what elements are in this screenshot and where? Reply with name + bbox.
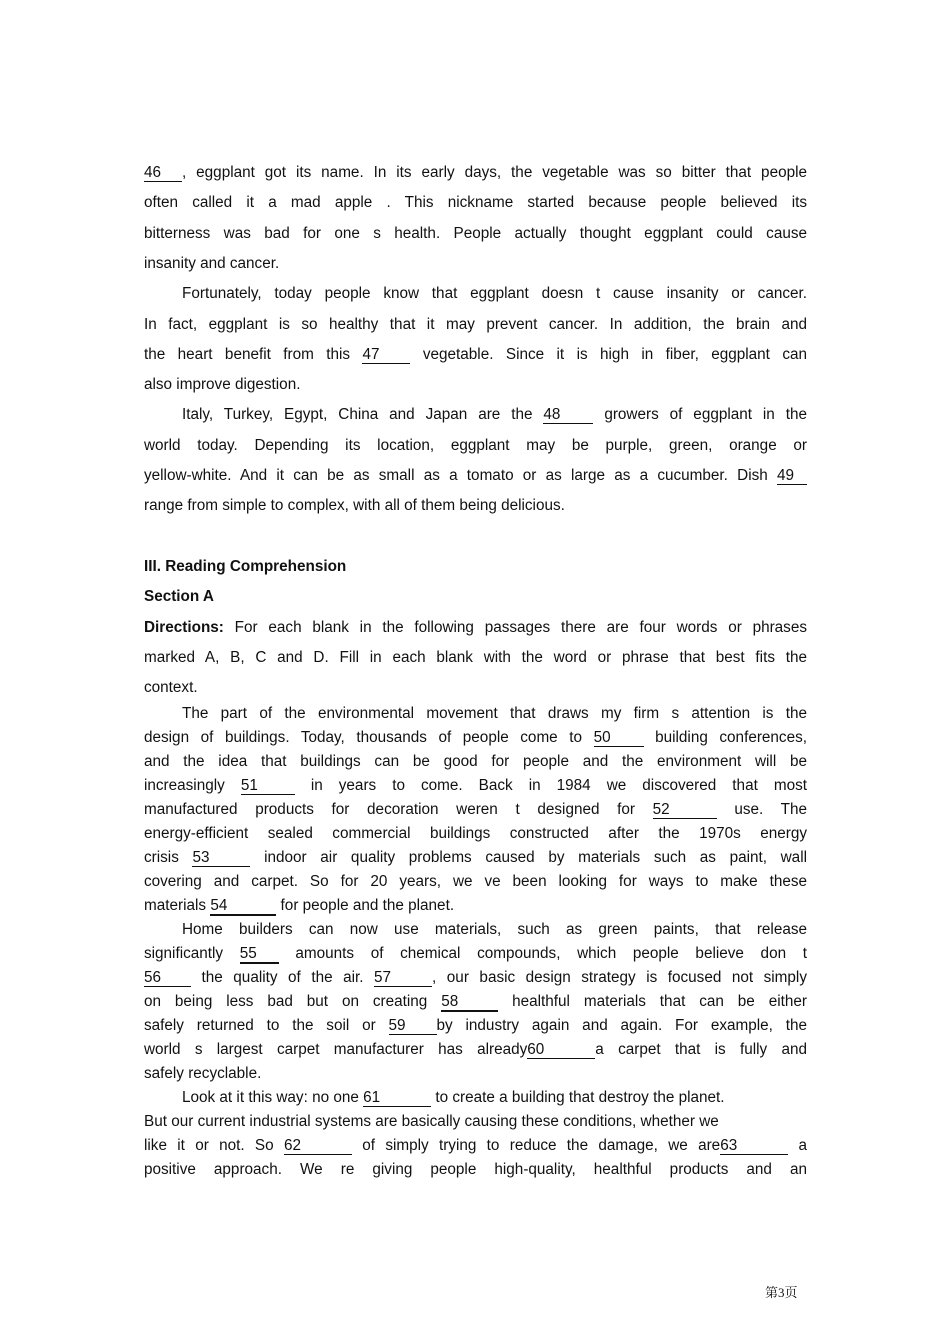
text-segment: a carpet that is fully and bbox=[595, 1041, 807, 1058]
text-segment: healthful materials that can be either bbox=[498, 993, 807, 1010]
blank-53: 53 bbox=[192, 849, 250, 867]
text-segment: of simply trying to reduce the damage, we are bbox=[351, 1137, 721, 1154]
text-segment: Home builders can now use materials, such as green paints, that release bbox=[182, 921, 807, 938]
blank-48: 48 bbox=[543, 406, 593, 424]
blank-46: 46 bbox=[144, 164, 182, 182]
text-segment: also improve digestion. bbox=[144, 376, 301, 394]
text-segment: insanity and cancer. bbox=[144, 254, 280, 272]
text-line bbox=[144, 496, 807, 516]
text-segment: The part of the environmental movement that draws my firm s attention is the bbox=[182, 705, 807, 722]
text-line bbox=[144, 405, 807, 425]
text-line bbox=[144, 800, 807, 820]
text-segment: marked A, B, C and D. Fill in each blank with the word or phrase that best fits the bbox=[144, 648, 807, 666]
text-segment: materials bbox=[144, 897, 211, 914]
text-segment: Fortunately, today people know that eggplant doesn t cause insanity or cancer. bbox=[182, 285, 807, 303]
text-segment: In fact, eggplant is so healthy that it may prevent cancer. In addition, the brain and bbox=[144, 315, 807, 333]
text-line bbox=[144, 466, 807, 486]
text-line bbox=[144, 776, 807, 796]
blank-49: 49 bbox=[777, 467, 807, 485]
text-line bbox=[144, 254, 807, 274]
text-segment: world today. Depending its location, eggplant may be purple, green, orange or bbox=[144, 436, 807, 454]
text-line bbox=[144, 436, 807, 456]
text-line bbox=[144, 1064, 807, 1084]
text-segment: growers of eggplant in the bbox=[593, 406, 807, 424]
text-line bbox=[144, 1160, 807, 1180]
text-line bbox=[144, 824, 807, 844]
text-segment: like it or not. So bbox=[144, 1137, 284, 1154]
text-segment: safely returned to the soil or bbox=[144, 1017, 389, 1034]
blank-63: 63 bbox=[720, 1137, 788, 1155]
text-segment: For each blank in the following passages there are four words or phrases bbox=[223, 618, 807, 636]
blank-54: 54 bbox=[210, 897, 276, 916]
text-segment: vegetable. Since it is high in fiber, eggplant can bbox=[410, 345, 807, 363]
text-line bbox=[144, 224, 807, 244]
text-line bbox=[144, 648, 807, 668]
blank-62: 62 bbox=[284, 1137, 352, 1155]
text-line bbox=[144, 345, 807, 365]
text-segment: crisis bbox=[144, 849, 193, 866]
text-segment: and the idea that buildings can be good for people and the environment will be bbox=[144, 753, 807, 770]
heading-text: III. Reading Comprehension bbox=[144, 558, 347, 575]
text-line bbox=[144, 315, 807, 335]
text-line bbox=[144, 1112, 807, 1132]
text-segment: use. The bbox=[716, 801, 807, 818]
text-line bbox=[144, 557, 807, 577]
text-segment: , eggplant got its name. In its early days, the vegetable was so bitter that people bbox=[182, 164, 807, 181]
text-segment: building conferences, bbox=[643, 729, 807, 746]
blank-57: 57 bbox=[374, 969, 432, 987]
blank-58: 58 bbox=[441, 993, 498, 1012]
text-segment: safely recyclable. bbox=[144, 1065, 262, 1082]
text-segment: covering and carpet. So for 20 years, we ve been looking for ways to make these bbox=[144, 873, 807, 890]
blank-61: 61 bbox=[363, 1089, 431, 1107]
text-line bbox=[144, 872, 807, 892]
text-line bbox=[144, 728, 807, 748]
text-segment: , our basic design strategy is focused not simply bbox=[432, 969, 807, 986]
text-line bbox=[144, 752, 807, 772]
text-line bbox=[144, 920, 807, 940]
blank-51: 51 bbox=[241, 777, 295, 795]
text-line bbox=[144, 1088, 807, 1108]
page-number: 第3页 bbox=[765, 1285, 798, 1300]
text-line bbox=[144, 618, 807, 638]
text-line bbox=[144, 992, 807, 1012]
text-segment: amounts of chemical compounds, which people believe don t bbox=[278, 945, 807, 962]
text-segment: Italy, Turkey, Egypt, China and Japan are the bbox=[182, 406, 544, 424]
text-segment: manufactured products for decoration weren t designed for bbox=[144, 801, 653, 818]
text-segment: design of buildings. Today, thousands of people come to bbox=[144, 729, 594, 746]
text-line bbox=[144, 163, 807, 183]
text-segment: But our current industrial systems are basically causing these conditions, whether we bbox=[144, 1113, 719, 1130]
text-line bbox=[144, 848, 807, 868]
blank-59: 59 bbox=[389, 1017, 437, 1035]
text-segment: increasingly bbox=[144, 777, 241, 794]
blank-55: 55 bbox=[240, 945, 279, 964]
text-line bbox=[144, 375, 807, 395]
text-segment: significantly bbox=[144, 945, 240, 962]
text-segment: for people and the planet. bbox=[276, 897, 455, 914]
text-segment: world s largest carpet manufacturer has already bbox=[144, 1041, 528, 1058]
text-segment: yellow-white. And it can be as small as a tomato or as large as a cucumber. Dish bbox=[144, 467, 777, 484]
text-segment: context. bbox=[144, 679, 198, 697]
blank-56: 56 bbox=[144, 969, 191, 987]
text-segment: bitterness was bad for one s health. People actually thought eggplant could cause bbox=[144, 224, 807, 242]
text-line bbox=[144, 896, 807, 916]
text-segment: by industry again and again. For example, the bbox=[436, 1017, 808, 1034]
text-line bbox=[144, 1136, 807, 1156]
blank-47: 47 bbox=[362, 346, 410, 364]
blank-52: 52 bbox=[653, 801, 717, 819]
text-line bbox=[144, 678, 807, 698]
text-line bbox=[144, 1040, 807, 1060]
blank-60: 60 bbox=[527, 1041, 595, 1059]
text-segment: to create a building that destroy the planet. bbox=[431, 1089, 725, 1106]
text-line bbox=[144, 284, 807, 304]
text-segment: range from simple to complex, with all of them being delicious. bbox=[144, 497, 565, 515]
text-line bbox=[144, 193, 807, 213]
text-segment: often called it a mad apple . This nickname started because people believed its bbox=[144, 194, 807, 212]
text-segment: the quality of the air. bbox=[191, 969, 375, 986]
text-segment: the heart benefit from this bbox=[144, 345, 363, 363]
text-line bbox=[144, 1016, 807, 1036]
text-line bbox=[144, 944, 807, 964]
heading-text: Section A bbox=[144, 588, 214, 606]
text-segment: on being less bad but on creating bbox=[144, 993, 442, 1010]
text-segment: energy-efficient sealed commercial buildings constructed after the 1970s energy bbox=[144, 825, 807, 842]
text-segment: a bbox=[788, 1137, 807, 1154]
text-segment: in years to come. Back in 1984 we discovered that most bbox=[294, 777, 808, 794]
text-line bbox=[144, 968, 807, 988]
blank-50: 50 bbox=[594, 729, 644, 747]
text-line bbox=[144, 587, 807, 607]
text-segment: indoor air quality problems caused by materials such as paint, wall bbox=[250, 849, 807, 866]
text-segment: positive approach. We re giving people high-quality, healthful products and an bbox=[144, 1161, 807, 1178]
heading-text: Directions: bbox=[144, 618, 224, 636]
text-line bbox=[144, 704, 807, 724]
text-segment: Look at it this way: no one bbox=[182, 1089, 364, 1106]
